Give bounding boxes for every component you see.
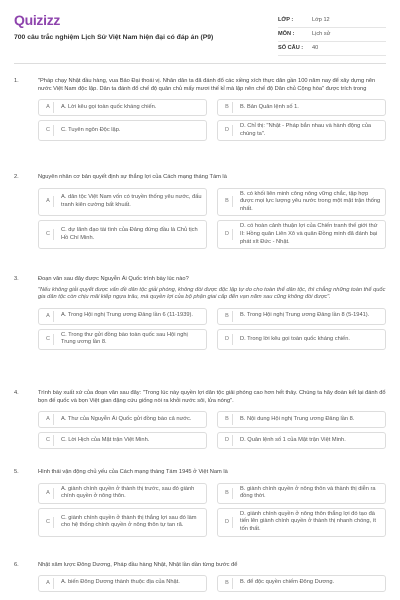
option-text: C. dự lãnh đạo tài tình của Đảng đứng đầu là Chủ tịch Hồ Chí Minh. <box>61 227 198 241</box>
info-label: MÔN : <box>278 31 295 37</box>
option-letter: A <box>43 414 54 425</box>
question-number: 4. <box>14 390 19 396</box>
option-text: B. giành chính quyền ở nông thôn và thành thị diễn ra đồng thời. <box>240 485 376 500</box>
option-a[interactable] <box>38 575 207 592</box>
option-text: B. Nội dung Hội nghị Trung ương Đảng lần 8. <box>240 415 355 422</box>
info-label: SỐ CÂU : <box>278 45 304 51</box>
info-panel <box>278 14 386 56</box>
options-grid <box>38 188 386 250</box>
worksheet-title: 700 câu trắc nghiệm Lịch Sử Việt Nam hiện đại có đáp án (P9) <box>14 34 214 41</box>
option-letter: A <box>43 488 54 499</box>
question-number: 6. <box>14 562 19 568</box>
option-d[interactable] <box>217 329 386 350</box>
option-c[interactable] <box>38 508 207 537</box>
option-c[interactable] <box>38 329 207 350</box>
option-text: C. Tuyên ngôn Độc lập. <box>61 126 121 133</box>
option-text: D. Quân lệnh số 1 của Mặt trận Việt Minh. <box>240 436 346 443</box>
option-letter: B <box>222 311 233 322</box>
option-letter: C <box>43 435 54 446</box>
option-d[interactable] <box>217 508 386 537</box>
info-value: Lớp 12 <box>312 17 330 23</box>
option-letter: B <box>222 196 233 207</box>
option-text: A. biến Đông Dương thành thuộc địa của Nhật. <box>61 579 180 586</box>
option-text: D. Chỉ thị: "Nhật - Pháp bắn nhau và hành động của chúng ta". <box>240 123 372 137</box>
option-letter: D <box>222 334 233 345</box>
question-6 <box>14 562 386 592</box>
header-divider <box>14 63 386 64</box>
quizizz-logo: Quizizz <box>14 12 61 28</box>
option-a[interactable] <box>38 188 207 217</box>
option-d[interactable] <box>217 220 386 249</box>
worksheet-header <box>14 12 386 51</box>
option-text: A. Lời kêu gọi toàn quốc kháng chiến. <box>61 103 157 110</box>
question-1 <box>14 78 386 141</box>
options-grid <box>38 99 386 141</box>
option-letter: B <box>222 414 233 425</box>
option-text: D. Trong lời kêu gọi toàn quốc kháng chiến. <box>240 335 350 342</box>
option-letter: C <box>43 125 54 136</box>
option-text: A. Trong Hội nghị Trung ương Đảng lần 6 (11-1939). <box>61 312 193 319</box>
option-text: D. giành chính quyền ở nông thôn thắng lợi đó tạo đà tiến lên giành chính quyền ở thành thị nhanh chóng, ít tốn thất. <box>240 510 376 532</box>
question-number: 3. <box>14 276 19 282</box>
info-value: Lịch sử <box>312 31 331 37</box>
option-b[interactable] <box>217 575 386 592</box>
option-a[interactable] <box>38 308 207 325</box>
option-text: B. Bản Quân lệnh số 1. <box>240 103 299 110</box>
question-4 <box>14 390 386 449</box>
option-b[interactable] <box>217 188 386 217</box>
options-grid <box>38 411 386 449</box>
option-letter: C <box>43 517 54 528</box>
option-text: C. giành chính quyền ở thành thị thắng lợi sau đó làm cho hệ thống chính quyền ở nông thôn tự tan rã. <box>61 514 197 529</box>
question-text: "Pháp chạy Nhật đầu hàng, vua Bảo Đại thoái vị. Nhân dân ta đã đánh đổ các xiềng xích thực dân gần 100 năm nay để xây dựng nên nước Việt Nam độc lập. Dân ta đánh đổ chế độ quân chủ mấy mươi thế kỉ mà lập nên chế độ Dân chủ Cộng hòa" được trích trong <box>38 78 376 92</box>
option-letter: D <box>222 125 233 136</box>
question-number: 2. <box>14 174 19 180</box>
option-letter: C <box>43 229 54 240</box>
options-grid <box>38 575 386 592</box>
question-number: 5. <box>14 469 19 475</box>
option-a[interactable] <box>38 411 207 428</box>
question-text: Nhật xâm lược Đông Dương, Pháp đầu hàng Nhật, Nhật lần dần từng bước để <box>38 562 238 568</box>
option-b[interactable] <box>217 308 386 325</box>
question-text: Nguyên nhân cơ bản quyết định sự thắng lợi của Cách mạng tháng Tám là <box>38 174 227 180</box>
question-text: Đoạn văn sau đây được Nguyễn Ái Quốc trình bày lúc nào? <box>38 276 189 282</box>
question-quote: "Nếu không giải quyết được vấn đề dân tộc giải phóng, không đòi được độc lập tự do cho toàn thể dân tộc, thì chẳng những toàn thể quốc gia dân tộc còn chịu mãi kiếp ngựa trâu, mà quyền lợi của bộ phận giai cấp đến vạn năm sau cũng không đòi được". <box>38 286 386 301</box>
options-grid <box>38 483 386 537</box>
option-letter: B <box>222 578 233 589</box>
option-letter: D <box>222 517 233 528</box>
option-text: C. Lời Hịch của Mặt trận Việt Minh. <box>61 436 150 443</box>
option-d[interactable] <box>217 120 386 141</box>
option-text: B. có khối liên minh công nông vững chắc, tập hợp được mọi lực lượng yêu nước trong một mặt trận thống nhất. <box>240 190 381 212</box>
option-b[interactable] <box>217 411 386 428</box>
option-letter: C <box>43 334 54 345</box>
option-a[interactable] <box>38 99 207 116</box>
option-c[interactable] <box>38 120 207 141</box>
option-letter: A <box>43 102 54 113</box>
info-row-count <box>278 42 386 56</box>
option-text: B. Trong Hội nghị Trung ương Đảng lần 8 (5-1941). <box>240 312 370 319</box>
option-letter: B <box>222 488 233 499</box>
option-text: C. Trong thư gửi đồng bào toàn quốc sau Hội nghị Trung ương lần 8. <box>61 331 188 346</box>
info-value: 40 <box>312 45 319 51</box>
info-label: LỚP : <box>278 17 294 23</box>
info-row-subject <box>278 28 386 42</box>
option-letter: A <box>43 311 54 322</box>
question-3 <box>14 276 386 350</box>
option-letter: D <box>222 435 233 446</box>
option-letter: D <box>222 229 233 240</box>
question-5 <box>14 469 386 537</box>
option-c[interactable] <box>38 432 207 449</box>
option-letter: B <box>222 102 233 113</box>
question-text: Hình thái vận động chủ yếu của Cách mạng tháng Tám 1945 ở Việt Nam là <box>38 469 228 475</box>
info-row-grade <box>278 14 386 28</box>
option-text: B. để độc quyền chiếm Đông Dương. <box>240 579 335 586</box>
options-grid <box>38 308 386 350</box>
option-letter: A <box>43 196 54 207</box>
option-text: A. Thư của Nguyễn Ái Quốc gửi đồng bào cả nước. <box>61 415 192 422</box>
option-b[interactable] <box>217 483 386 504</box>
question-text: Trình bày xuất xứ của đoạn văn sau đây: "Trong lúc này quyền lợi dân tộc giải phóng cao hơn hết thảy. Chúng ta hãy đoàn kết lại đánh đổ bọn đế quốc và bọn Việt gian đặng cứu giống nòi ra khỏi nước sôi, lửa nóng". <box>38 390 386 404</box>
option-letter: A <box>43 578 54 589</box>
option-b[interactable] <box>217 99 386 116</box>
option-c[interactable] <box>38 220 207 249</box>
option-text: A. giành chính quyền ở thành thị trước, sau đó giành chính quyền ở nông thôn. <box>61 485 195 500</box>
option-d[interactable] <box>217 432 386 449</box>
question-number: 1. <box>14 78 19 84</box>
option-text: D. có hoàn cảnh thuận lợi của Chiến tranh thế giới thứ II: Hồng quân Liên Xô và quân Đồng minh đã đánh bại phát xít Đức - Nhật. <box>240 223 378 245</box>
option-text: A. dân tộc Việt Nam vốn có truyền thống yêu nước, đấu tranh kiên cường bất khuất. <box>61 194 202 208</box>
question-2 <box>14 174 386 249</box>
option-a[interactable] <box>38 483 207 504</box>
